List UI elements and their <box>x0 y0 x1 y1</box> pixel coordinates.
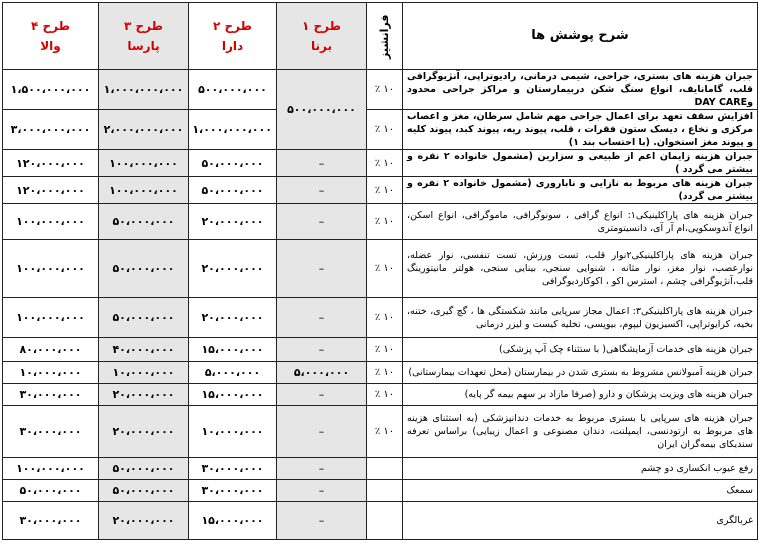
coverage-description: جبران هزینه های خدمات آزمایشگاهی( با ستثناء چک آپ پزشکی) <box>403 338 758 362</box>
plan-2-amount: ۲۰،۰۰۰،۰۰۰ <box>189 240 277 298</box>
plan-2-amount: ۳۰،۰۰۰،۰۰۰ <box>189 458 277 480</box>
plan-4-amount: ۸۰،۰۰۰،۰۰۰ <box>3 338 99 362</box>
table-row <box>3 384 758 406</box>
header-franchise: فرانشیز <box>367 3 403 70</box>
plan-4-amount: ۱۰۰،۰۰۰،۰۰۰ <box>3 458 99 480</box>
plan-4-amount: ۳۰،۰۰۰،۰۰۰ <box>3 406 99 458</box>
table-row <box>3 177 758 204</box>
header-plan-2 <box>189 3 277 70</box>
plan-1-amount: – <box>277 458 367 480</box>
table-row <box>3 298 758 338</box>
plan-3-amount: ۲۰،۰۰۰،۰۰۰ <box>99 406 189 458</box>
plan-3-amount: ۱۰۰،۰۰۰،۰۰۰ <box>99 177 189 204</box>
plan-3-amount: ۵۰،۰۰۰،۰۰۰ <box>99 204 189 240</box>
plan-3-amount: ۱،۰۰۰،۰۰۰،۰۰۰ <box>99 70 189 110</box>
franchise-value <box>367 480 403 502</box>
plan-1-amount: – <box>277 150 367 177</box>
plan-1-amount: – <box>277 240 367 298</box>
coverage-description: جبران هزینه آمبولانس مشروط به بستری شدن در بیمارستان (محل تعهدات بیمارستانی) <box>403 362 758 384</box>
plan-2-amount: ۵۰۰،۰۰۰،۰۰۰ <box>189 70 277 110</box>
coverage-description: جبران هزینه زایمان اعم از طبیعی و سزارین (مشمول خانواده ۲ نفره و بیشتر می گردد ) <box>403 150 758 177</box>
franchise-value: ۱۰ ٪ <box>367 298 403 338</box>
table-row <box>3 458 758 480</box>
table-row <box>3 150 758 177</box>
plan-3-amount: ۵۰،۰۰۰،۰۰۰ <box>99 458 189 480</box>
franchise-value: ۱۰ ٪ <box>367 204 403 240</box>
plan-3-number: طرح ۳ <box>124 19 163 33</box>
plan-2-amount: ۱۵،۰۰۰،۰۰۰ <box>189 502 277 540</box>
franchise-value: ۱۰ ٪ <box>367 150 403 177</box>
coverage-description: افزایش سقف تعهد برای اعمال جراحی مهم شامل سرطان، مغز و اعصاب مرکزی و نخاع ، دیسک ستون فقرات ، قلب، پیوند ریه، پیوند کبد، پیوند کلیه و پیوند مغز استخوان. (با احتساب بند ۱) <box>403 110 758 150</box>
header-row <box>3 3 758 70</box>
plan-3-amount: ۵۰،۰۰۰،۰۰۰ <box>99 480 189 502</box>
plan-3-amount: ۲،۰۰۰،۰۰۰،۰۰۰ <box>99 110 189 150</box>
franchise-value: ۱۰ ٪ <box>367 70 403 110</box>
header-description: شرح پوشش ها <box>403 3 758 70</box>
coverage-description: رفع عیوب انکساری دو چشم <box>403 458 758 480</box>
plan-4-amount: ۳،۰۰۰،۰۰۰،۰۰۰ <box>3 110 99 150</box>
header-plan-3 <box>99 3 189 70</box>
plan-4-name: والا <box>40 39 61 53</box>
coverage-description: غربالگری <box>403 502 758 540</box>
plan-4-amount: ۱۰،۰۰۰،۰۰۰ <box>3 362 99 384</box>
plan-4-amount: ۱۰۰،۰۰۰،۰۰۰ <box>3 240 99 298</box>
coverage-description: جبران هزینه های ویزیت پزشکان و دارو (صرفا مازاد بر سهم بیمه گر پایه) <box>403 384 758 406</box>
table-row <box>3 338 758 362</box>
plan-1-amount: – <box>277 298 367 338</box>
coverage-description: سمعک <box>403 480 758 502</box>
franchise-value: ۱۰ ٪ <box>367 110 403 150</box>
plan-2-amount: ۱۵،۰۰۰،۰۰۰ <box>189 384 277 406</box>
plan-1-amount: ۵۰۰،۰۰۰،۰۰۰ <box>277 70 367 150</box>
plan-2-amount: ۱۵،۰۰۰،۰۰۰ <box>189 338 277 362</box>
table-row <box>3 240 758 298</box>
plan-2-amount: ۵،۰۰۰،۰۰۰ <box>189 362 277 384</box>
plan-2-amount: ۳۰،۰۰۰،۰۰۰ <box>189 480 277 502</box>
plan-4-amount: ۱۲۰،۰۰۰،۰۰۰ <box>3 150 99 177</box>
plan-1-amount: ۵،۰۰۰،۰۰۰ <box>277 362 367 384</box>
coverage-description: جبران هزینه های پاراکلینیکی۱: انواع گرافی ، سونوگرافی، ماموگرافی، انواع اسکن، انواع آندوسکوپی،ام آر آی، دانسیتومتری <box>403 204 758 240</box>
plan-1-amount: – <box>277 406 367 458</box>
plan-2-number: طرح ۲ <box>213 19 252 33</box>
plan-2-amount: ۵۰،۰۰۰،۰۰۰ <box>189 150 277 177</box>
franchise-value <box>367 458 403 480</box>
plan-3-name: پارسا <box>127 39 160 53</box>
plan-2-amount: ۵۰،۰۰۰،۰۰۰ <box>189 177 277 204</box>
table-row <box>3 70 758 110</box>
table-row <box>3 480 758 502</box>
franchise-value: ۱۰ ٪ <box>367 384 403 406</box>
plan-1-amount: – <box>277 502 367 540</box>
franchise-value: ۱۰ ٪ <box>367 240 403 298</box>
plan-1-amount: – <box>277 338 367 362</box>
header-plan-1 <box>277 3 367 70</box>
plan-4-amount: ۱۲۰،۰۰۰،۰۰۰ <box>3 177 99 204</box>
plan-4-amount: ۱،۵۰۰،۰۰۰،۰۰۰ <box>3 70 99 110</box>
plan-2-amount: ۱،۰۰۰،۰۰۰،۰۰۰ <box>189 110 277 150</box>
franchise-value: ۱۰ ٪ <box>367 177 403 204</box>
header-plan-4 <box>3 3 99 70</box>
plan-1-name: برنا <box>311 39 332 53</box>
coverage-description: جبران هزینه های بستری، جراحی، شیمی درمانی، رادیوتراپی، آنژیوگرافی قلب، گامانایف، انواع سنگ شکن دربیمارستان و مراکز جراحی محدود وDAY CARE <box>403 70 758 110</box>
table-row <box>3 362 758 384</box>
plan-4-number: طرح ۴ <box>31 19 70 33</box>
plan-3-amount: ۲۰،۰۰۰،۰۰۰ <box>99 384 189 406</box>
plan-3-amount: ۵۰،۰۰۰،۰۰۰ <box>99 298 189 338</box>
plan-1-amount: – <box>277 177 367 204</box>
plan-1-amount: – <box>277 384 367 406</box>
plan-1-amount: – <box>277 204 367 240</box>
franchise-value: ۱۰ ٪ <box>367 338 403 362</box>
table-row <box>3 406 758 458</box>
plan-4-amount: ۳۰،۰۰۰،۰۰۰ <box>3 384 99 406</box>
franchise-value: ۱۰ ٪ <box>367 362 403 384</box>
coverage-description: جبران هزینه های سرپایی یا بستری مربوط به خدمات دندانپزشکی (به استثنای هزینه های مربوط به ارتودنسی، ایمپلنت، دندان مصنوعی و اعمال زیبایی) براساس تعرفه سندیکای بیمه‌گران ایران <box>403 406 758 458</box>
plan-3-amount: ۴۰،۰۰۰،۰۰۰ <box>99 338 189 362</box>
coverage-description: جبران هزینه های پاراکلینیکی۳: اعمال مجاز سرپایی مانند شکستگی ها ، گچ گیری، ختنه، بخیه، کرایوتراپی، اکسیزیون لیپوم، بیوپسی، تخلیه کیست و لیزر درمانی <box>403 298 758 338</box>
coverage-table-wrapper <box>2 2 757 540</box>
franchise-value <box>367 502 403 540</box>
plan-4-amount: ۵۰،۰۰۰،۰۰۰ <box>3 480 99 502</box>
franchise-value: ۱۰ ٪ <box>367 406 403 458</box>
plan-2-amount: ۲۰،۰۰۰،۰۰۰ <box>189 298 277 338</box>
table-row <box>3 502 758 540</box>
coverage-description: جبران هزینه های مربوط به نازایی و ناباروری (مشمول خانواده ۲ نفره و بیشتر می گردد) <box>403 177 758 204</box>
table-row <box>3 204 758 240</box>
plan-4-amount: ۱۰۰،۰۰۰،۰۰۰ <box>3 204 99 240</box>
plan-3-amount: ۵۰،۰۰۰،۰۰۰ <box>99 240 189 298</box>
plan-3-amount: ۱۰۰،۰۰۰،۰۰۰ <box>99 150 189 177</box>
plan-1-amount: – <box>277 480 367 502</box>
plan-2-amount: ۱۰،۰۰۰،۰۰۰ <box>189 406 277 458</box>
plan-4-amount: ۳۰،۰۰۰،۰۰۰ <box>3 502 99 540</box>
table-row <box>3 110 758 150</box>
plan-2-name: دارا <box>221 39 244 53</box>
plan-1-number: طرح ۱ <box>302 19 341 33</box>
coverage-description: جبران هزینه های پاراکلینیکی۲نوار قلب، تست ورزش، تست تنفسی، نوار عضله، نوارعصب، نوار مغز، نوار مثانه ، شنوایی سنجی، بینایی سنجی، هولتر مانیتورینگ قلب،آنژیوگرافی چشم ، استرس اکو ، اکوکاردیوگرافی <box>403 240 758 298</box>
plan-3-amount: ۱۰،۰۰۰،۰۰۰ <box>99 362 189 384</box>
plan-4-amount: ۱۰۰،۰۰۰،۰۰۰ <box>3 298 99 338</box>
coverage-table <box>2 2 758 540</box>
plan-3-amount: ۲۰،۰۰۰،۰۰۰ <box>99 502 189 540</box>
plan-2-amount: ۲۰،۰۰۰،۰۰۰ <box>189 204 277 240</box>
